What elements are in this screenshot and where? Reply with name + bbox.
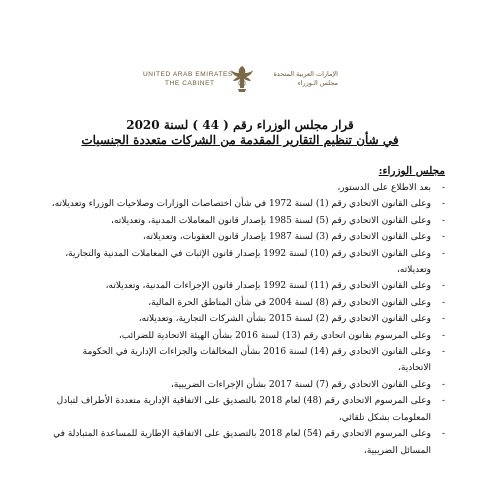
recital-text: وعلى القانون الاتحادي رقم (14) لسنة 2016 بشأن المخالفات والجزاءات الإدارية في الحكومة [82,347,431,358]
recital-continuation: الاتحادية، [398,363,431,374]
recital-text: وعلى القانون الاتحادي رقم (11) لسنة 1992 بإصدار قانون الإجراءات المدنية، وتعديلاته، [105,281,431,292]
decree-title: قرار مجلس الوزراء رقم ( 44 ) لسنة 2020 [126,118,354,132]
recital-text: وعلى القانون الاتحادي رقم (7) لسنة 2017 بشأن الإجراءات الضريبية، [170,379,431,390]
recital-text: وعلى القانون الاتحادي رقم (2) لسنة 2015 بشأن الشركات التجارية، وتعديلاته، [138,314,431,325]
list-item [30,311,445,327]
list-item [30,278,445,294]
recital-text: وعلى القانون الاتحادي رقم (5) لسنة 1985 بإصدار قانون المعاملات المدنية، وتعديلاته، [111,215,431,226]
recital-text: وعلى القانون الاتحادي رقم (10) لسنة 1992 بإصدار قانون الإثبات في المعاملات المدنية والتجارية، [65,248,431,259]
list-item [30,246,445,279]
list-item [30,377,445,393]
recital-continuation: المسائل الضريبية، [363,445,431,456]
list-item [30,229,445,245]
ar-org-name [258,70,338,88]
recital-text: وعلى المرسوم بقانون اتحادي رقم (13) لسنة 2016 بشأن الهيئة الاتحادية للضرائب، [118,330,431,341]
list-item [30,426,445,459]
recital-continuation: المعلومات بشكل تلقائي، [338,412,431,423]
list-item [30,393,445,426]
ar-line-2: مجلس الـوزراء [297,79,338,87]
list-item [30,196,445,212]
ar-line-1: الإمارات العربية المتحدة [273,70,338,78]
list-item [30,180,445,196]
recital-text: وعلى القانون الاتحادي رقم (3) لسنة 1987 بإصدار قانون العقوبات، وتعديلاته، [142,232,431,243]
list-item [30,295,445,311]
decree-subject-text: في شأن تنظيم التقارير المقدمة من الشركات متعددة الجنسيات [81,133,399,147]
recital-text: وعلى القانون الاتحادي رقم (8) لسنة 2004 في شأن المناطق الحرة المالية، [148,297,431,308]
recital-text: وعلى القانون الاتحادي رقم (1) لسنة 1972 في شأن اختصاصات الوزارات وصلاحيات الوزراء وتعديلاته، [51,199,431,210]
page-header [0,0,480,98]
falcon-emblem-icon [228,64,256,94]
list-item [30,213,445,229]
recitals-list [30,180,445,459]
list-item [30,344,445,377]
recital-continuation: وتعديلاته، [396,265,431,276]
list-item [30,328,445,344]
en-line-2: THE CABINET [165,80,215,87]
recital-text: وعلى المرسوم الاتحادي رقم (54) لعام 2018 بالتصديق على الاتفاقية الإطارية للمساعدة المتبادلة في [53,429,431,440]
en-line-1: UNITED ARAB EMIRATES [143,71,233,78]
decree-subject [0,133,480,147]
en-org-name [143,70,233,88]
intro-heading: مجلس الوزراء: [378,165,445,177]
recital-text: بعد الاطلاع على الدستور، [337,183,431,193]
recital-text: وعلى المرسوم الاتحادي رقم (48) لعام 2018 بالتصديق على الاتفاقية الإدارية متعددة الأطراف لتبادل [56,396,431,407]
